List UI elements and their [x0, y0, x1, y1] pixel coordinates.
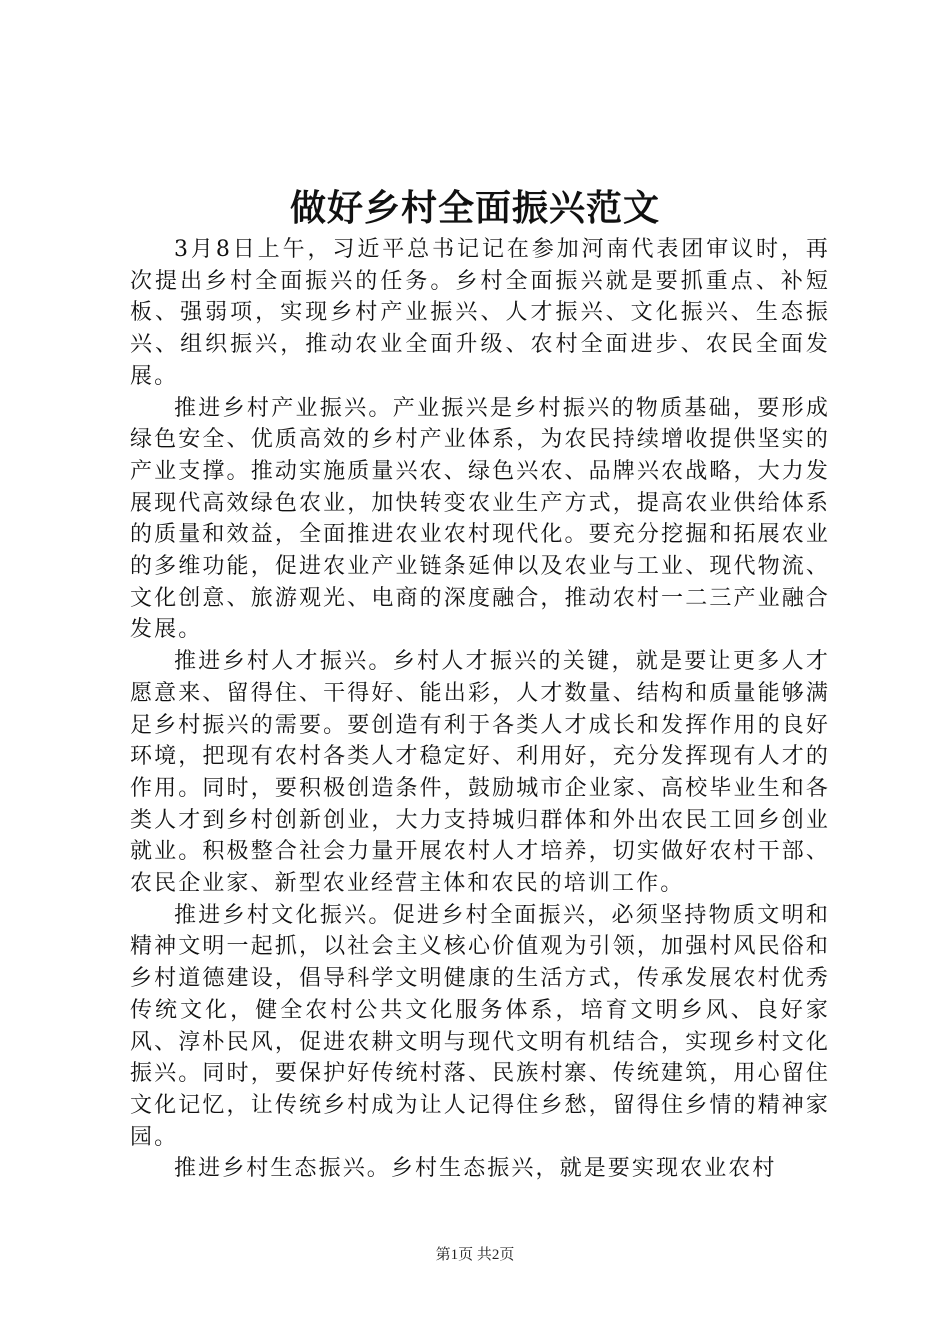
paragraph-intro: 3月8日上午，习近平总书记记在参加河南代表团审议时，再次提出乡村全面振兴的任务。乡村全面振兴就是要抓重点、补短板、强弱项，实现乡村产业振兴、人才振兴、文化振兴、生态振兴、组织振兴，推动农业全面升级、农村全面进步、农民全面发展。 [130, 237, 830, 389]
document-body [130, 234, 830, 1185]
document-title: 做好乡村全面振兴范文 [289, 187, 660, 229]
paragraph-talent: 推进乡村人才振兴。乡村人才振兴的关键，就是要让更多人才愿意来、留得住、干得好、能出彩，人才数量、结构和质量能够满足乡村振兴的需要。要创造有利于各类人才成长和发挥作用的良好环境，把现有农村各类人才稳定好、利用好，充分发挥现有人才的作用。同时，要积极创造条件，鼓励城市企业家、高校毕业生和各类人才到乡村创新创业，大力支持城归群体和外出农民工回乡创业就业。积极整合社会力量开展农村人才培养，切实做好农村干部、农民企业家、新型农业经营主体和农民的培训工作。 [130, 649, 830, 897]
paragraph-ecology: 推进乡村生态振兴。乡村生态振兴，就是要实现农业农村 [174, 1156, 777, 1182]
page-number-footer: 第1页 共2页 [435, 1247, 515, 1263]
paragraph-industry: 推进乡村产业振兴。产业振兴是乡村振兴的物质基础，要形成绿色安全、优质高效的乡村产业体系，为农民持续增收提供坚实的产业支撑。推动实施质量兴农、绿色兴农、品牌兴农战略，大力发展现代高效绿色农业，加快转变农业生产方式，提高农业供给体系的质量和效益，全面推进农业农村现代化。要充分挖掘和拓展农业的多维功能，促进农业产业链条延伸以及农业与工业、现代物流、文化创意、旅游观光、电商的深度融合，推动农村一二三产业融合发展。 [130, 395, 830, 643]
paragraph-culture: 推进乡村文化振兴。促进乡村全面振兴，必须坚持物质文明和精神文明一起抓，以社会主义核心价值观为引领，加强村风民俗和乡村道德建设，倡导科学文明健康的生活方式，传承发展农村优秀传统文化，健全农村公共文化服务体系，培育文明乡风、良好家风、淳朴民风，促进农耕文明与现代文明有机结合，实现乡村文化振兴。同时，要保护好传统村落、民族村寨、传统建筑，用心留住文化记忆，让传统乡村成为让人记得住乡愁，留得住乡情的精神家园。 [130, 902, 830, 1150]
